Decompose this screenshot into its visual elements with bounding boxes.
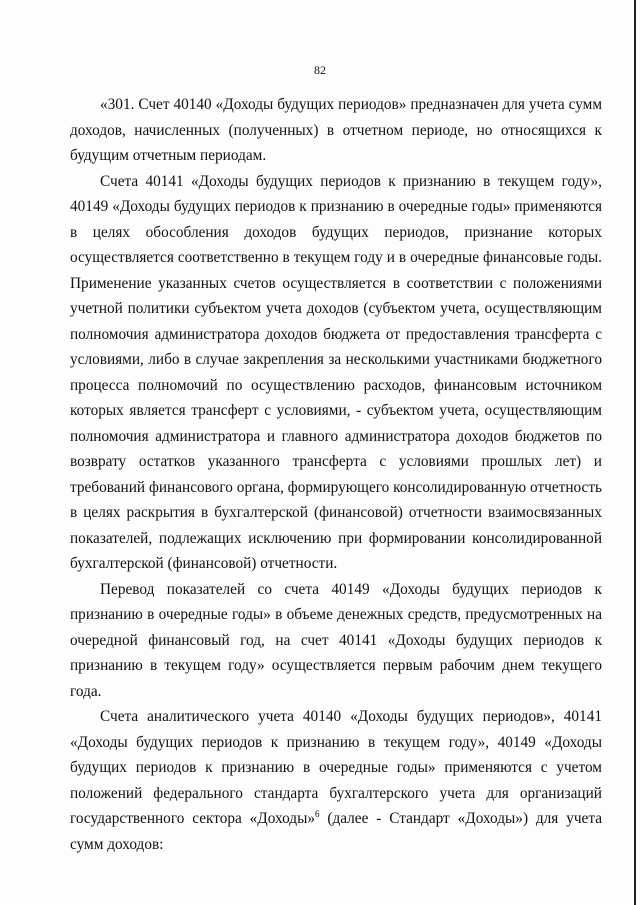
paragraph-analytical-text: Счета аналитического учета 40140 «Доходы будущих периодов», 40141 «Доходы будущих периодов к признанию в текущем году», 40149 «Доходы будущих периодов к признанию в очередные годы» применяются с учетом положений федерального стандарта бухгалтерского учета для организаций государственного сектора «Доходы» xyxy=(70,708,602,827)
paragraph-analytical-tail: (далее - Стандарт «Доходы») для учета сумм доходов: xyxy=(70,810,602,853)
paragraph-transfer: Перевод показателей со счета 40149 «Доходы будущих периодов к признанию в очередные годы» в объеме денежных средств, предусмотренных на очередной финансовый год, на счет 40141 «Доходы будущих периодов к признанию в текущем году» осуществляется первым рабочим днем текущего года. xyxy=(70,580,602,700)
paragraph-account-40140: «301. Счет 40140 «Доходы будущих периодов» предназначен для учета сумм доходов, начисленных (полученных) в отчетном периоде, но относящихся к будущим отчетным периодам. xyxy=(70,96,602,164)
paragraph-analytical-accounts xyxy=(70,704,602,857)
scan-edge xyxy=(634,0,636,905)
document-body xyxy=(70,92,602,857)
footnote-mark: 6 xyxy=(315,808,320,819)
page-number: 82 xyxy=(314,63,326,77)
paragraph-accounts-40141-40149: Счета 40141 «Доходы будущих периодов к признанию в текущем году», 40149 «Доходы будущих периодов к признанию в очередные годы» применяются в целях обособления доходов будущих периодов, признание которых осуществляется соответственно в текущем году и в очередные финансовые годы. Применение указанных счетов осуществляется в соответствии с положениями учетной политики субъектом учета доходов (субъектом учета, осуществляющим полномочия администратора доходов бюджета от предоставления трансферта с условиями, либо в случае закрепления за несколькими участниками бюджетного процесса полномочий по осуществлению расходов, финансовым источником которых является трансферт с условиями, - субъектом учета, осуществляющим полномочия администратора и главного администратора доходов бюджетов по возврату остатков указанного трансферта с условиями прошлых лет) и требований финансового органа, формирующего консолидированную отчетность в целях раскрытия в бухгалтерской (финансовой) отчетности взаимосвязанных показателей, подлежащих исключению при формировании консолидированной бухгалтерской (финансовой) отчетности. xyxy=(70,172,602,572)
